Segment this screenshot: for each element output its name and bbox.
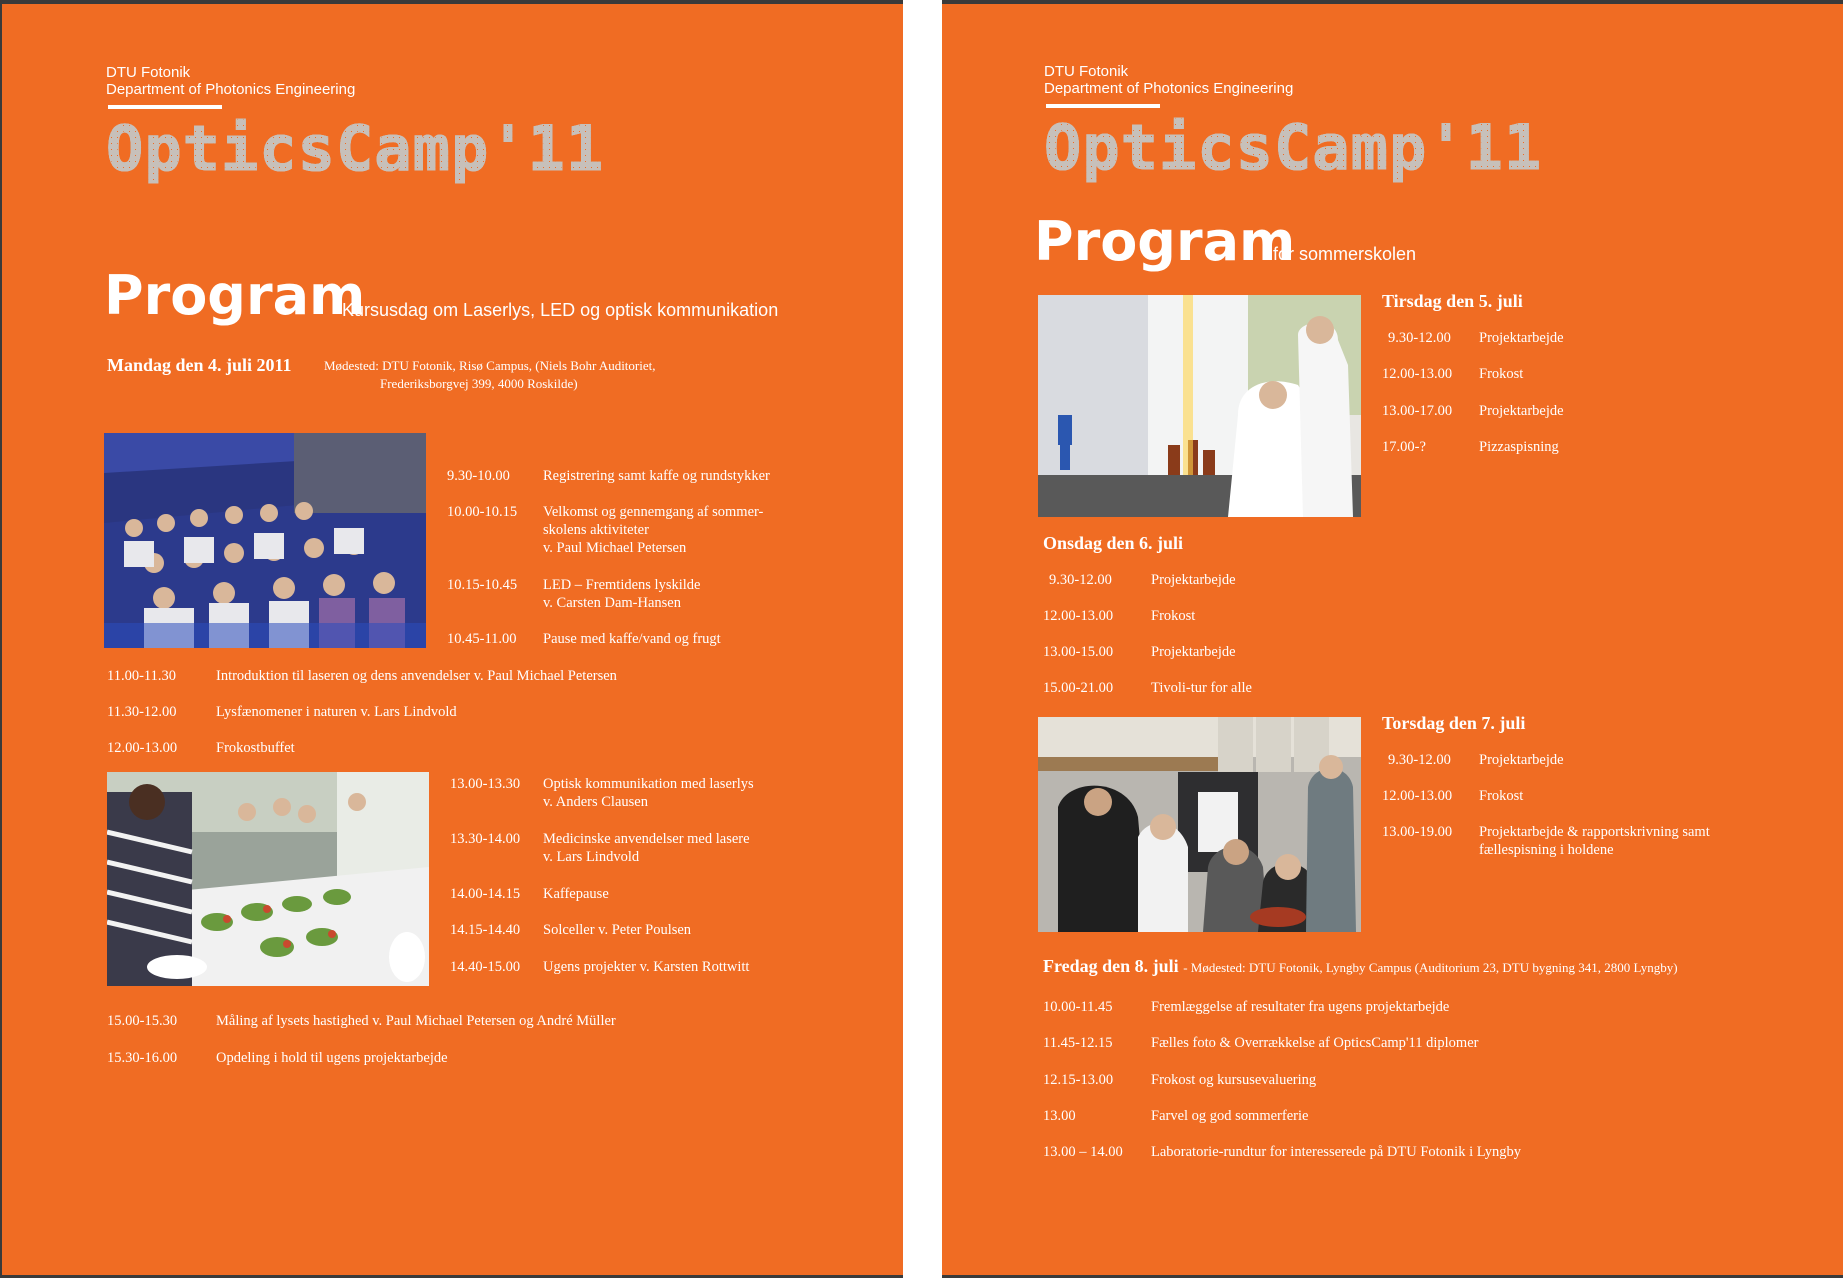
day-heading-wednesday: Onsdag den 6. juli: [1043, 533, 1184, 553]
workshop-photo: [1038, 717, 1361, 932]
schedule-time: 10.15-10.45: [447, 577, 518, 593]
schedule-activity: Tivoli-tur for alle: [1151, 680, 1252, 696]
schedule-time: 9.30-10.00: [447, 468, 510, 484]
page-2: [942, 4, 1843, 1275]
day-heading-thursday: Torsdag den 7. juli: [1382, 713, 1526, 733]
schedule-activity: Lysfænomener i naturen v. Lars Lindvold: [216, 704, 457, 720]
brand-block: [106, 64, 355, 98]
schedule-time: 10.00-11.45: [1043, 999, 1113, 1015]
schedule-time: 9.30-12.00: [1388, 752, 1451, 768]
schedule-time: 13.00: [1043, 1108, 1076, 1124]
brand-name: DTU Fotonik: [1044, 63, 1129, 80]
schedule-activity: Ugens projekter v. Karsten Rottwitt: [543, 959, 750, 975]
schedule-activity: Fælles foto & Overrækkelse af OpticsCamp'11 diplomer: [1151, 1035, 1479, 1051]
schedule-activity: Projektarbejde: [1479, 752, 1564, 768]
schedule-time: 12.00-13.00: [107, 740, 178, 756]
schedule-time: 13.00-19.00: [1382, 824, 1453, 840]
schedule-speaker: v. Carsten Dam-Hansen: [543, 595, 681, 611]
schedule-time: 14.00-14.15: [450, 886, 521, 902]
day-heading-monday: Mandag den 4. juli 2011: [107, 355, 292, 375]
schedule-time: 10.45-11.00: [447, 631, 517, 647]
schedule-time: 11.00-11.30: [107, 668, 177, 684]
schedule-activity: Medicinske anvendelser med lasere: [543, 831, 750, 847]
schedule-activity: Projektarbejde: [1479, 403, 1564, 419]
schedule-activity: Frokost: [1479, 366, 1524, 382]
schedule-time: 13.30-14.00: [450, 831, 521, 847]
schedule-time: 12.15-13.00: [1043, 1072, 1114, 1088]
brand-underline: [1046, 104, 1160, 108]
camp-logo: OpticsCamp'11: [1044, 111, 1543, 184]
meeting-place-line2: Frederiksborgvej 399, 4000 Roskilde): [380, 376, 578, 391]
friday-meeting-place: - Mødested: DTU Fotonik, Lyngby Campus (Auditorium 23, DTU bygning 341, 2800 Lyngby): [1183, 960, 1678, 975]
schedule-time: 11.30-12.00: [107, 704, 177, 720]
schedule-activity-cont: skolens aktiviteter: [543, 522, 649, 538]
schedule-activity: Projektarbejde & rapportskrivning samt: [1479, 824, 1710, 840]
schedule-activity: Frokost: [1151, 608, 1196, 624]
program-subtitle: for sommerskolen: [1273, 244, 1417, 264]
schedule-speaker: v. Lars Lindvold: [543, 849, 640, 865]
schedule-activity: Optisk kommunikation med laserlys: [543, 776, 754, 792]
auditorium-photo: [104, 433, 426, 648]
schedule-speaker: v. Anders Clausen: [543, 794, 648, 810]
program-subtitle: Kursusdag om Laserlys, LED og optisk kommunikation: [342, 300, 779, 320]
schedule-activity: Introduktion til laseren og dens anvendelser v. Paul Michael Petersen: [216, 668, 617, 684]
brand-name: DTU Fotonik: [106, 64, 191, 81]
lab-photo: [1038, 295, 1361, 517]
schedule-activity: Frokostbuffet: [216, 740, 295, 756]
schedule-activity: Laboratorie-rundtur for interesserede på DTU Fotonik i Lyngby: [1151, 1144, 1522, 1160]
page-1: [2, 4, 903, 1275]
schedule-time: 13.00-17.00: [1382, 403, 1453, 419]
schedule-time: 9.30-12.00: [1049, 572, 1112, 588]
schedule-time: 15.00-21.00: [1043, 680, 1114, 696]
brand-department: Department of Photonics Engineering: [106, 81, 356, 98]
schedule-activity: Frokost: [1479, 788, 1524, 804]
brand-block: [1044, 63, 1293, 97]
schedule-activity: Projektarbejde: [1151, 644, 1236, 660]
schedule-activity: Pizzaspisning: [1479, 439, 1559, 455]
schedule-activity: Projektarbejde: [1479, 330, 1564, 346]
schedule-activity: Måling af lysets hastighed v. Paul Michael Petersen og André Müller: [216, 1013, 616, 1029]
schedule-activity: LED – Fremtidens lyskilde: [543, 577, 701, 593]
friday-day: Fredag den 8. juli: [1043, 956, 1179, 976]
schedule-time: 12.00-13.00: [1382, 788, 1453, 804]
program-title: Program: [104, 264, 366, 327]
schedule-activity: Frokost og kursusevaluering: [1151, 1072, 1317, 1088]
brand-department: Department of Photonics Engineering: [1044, 80, 1294, 97]
schedule-time: 11.45-12.15: [1043, 1035, 1113, 1051]
schedule-time: 17.00-?: [1382, 439, 1426, 455]
schedule-speaker: v. Paul Michael Petersen: [543, 540, 687, 556]
schedule-activity: Solceller v. Peter Poulsen: [543, 922, 692, 938]
brand-underline: [108, 105, 222, 109]
buffet-photo: [107, 772, 429, 986]
schedule-time: 9.30-12.00: [1388, 330, 1451, 346]
schedule-activity: Registrering samt kaffe og rundstykker: [543, 468, 770, 484]
schedule-activity: Pause med kaffe/vand og frugt: [543, 631, 721, 647]
camp-logo: OpticsCamp'11: [106, 112, 605, 185]
schedule-activity: Velkomst og gennemgang af sommer-: [543, 504, 764, 520]
schedule-time: 14.40-15.00: [450, 959, 521, 975]
schedule-time: 13.00-15.00: [1043, 644, 1114, 660]
schedule-activity: Fremlæggelse af resultater fra ugens projektarbejde: [1151, 999, 1450, 1015]
schedule-time: 15.30-16.00: [107, 1050, 178, 1066]
schedule-activity: Kaffepause: [543, 886, 609, 902]
schedule-time: 12.00-13.00: [1382, 366, 1453, 382]
meeting-place-line1: Mødested: DTU Fotonik, Risø Campus, (Niels Bohr Auditoriet,: [324, 358, 656, 373]
schedule-time: 15.00-15.30: [107, 1013, 178, 1029]
schedule-time: 12.00-13.00: [1043, 608, 1114, 624]
schedule-time: 14.15-14.40: [450, 922, 521, 938]
day-heading-friday: [1043, 956, 1678, 977]
program-title: Program: [1034, 210, 1296, 273]
schedule-time: 13.00-13.30: [450, 776, 521, 792]
schedule-activity: Projektarbejde: [1151, 572, 1236, 588]
page-gap: [903, 0, 942, 1278]
day-heading-tuesday: Tirsdag den 5. juli: [1382, 291, 1523, 311]
schedule-activity: Farvel og god sommerferie: [1151, 1108, 1309, 1124]
schedule-time: 13.00 – 14.00: [1043, 1144, 1123, 1160]
schedule-activity-cont: fællespisning i holdene: [1479, 842, 1614, 858]
schedule-time: 10.00-10.15: [447, 504, 518, 520]
schedule-activity: Opdeling i hold til ugens projektarbejde: [216, 1050, 448, 1066]
